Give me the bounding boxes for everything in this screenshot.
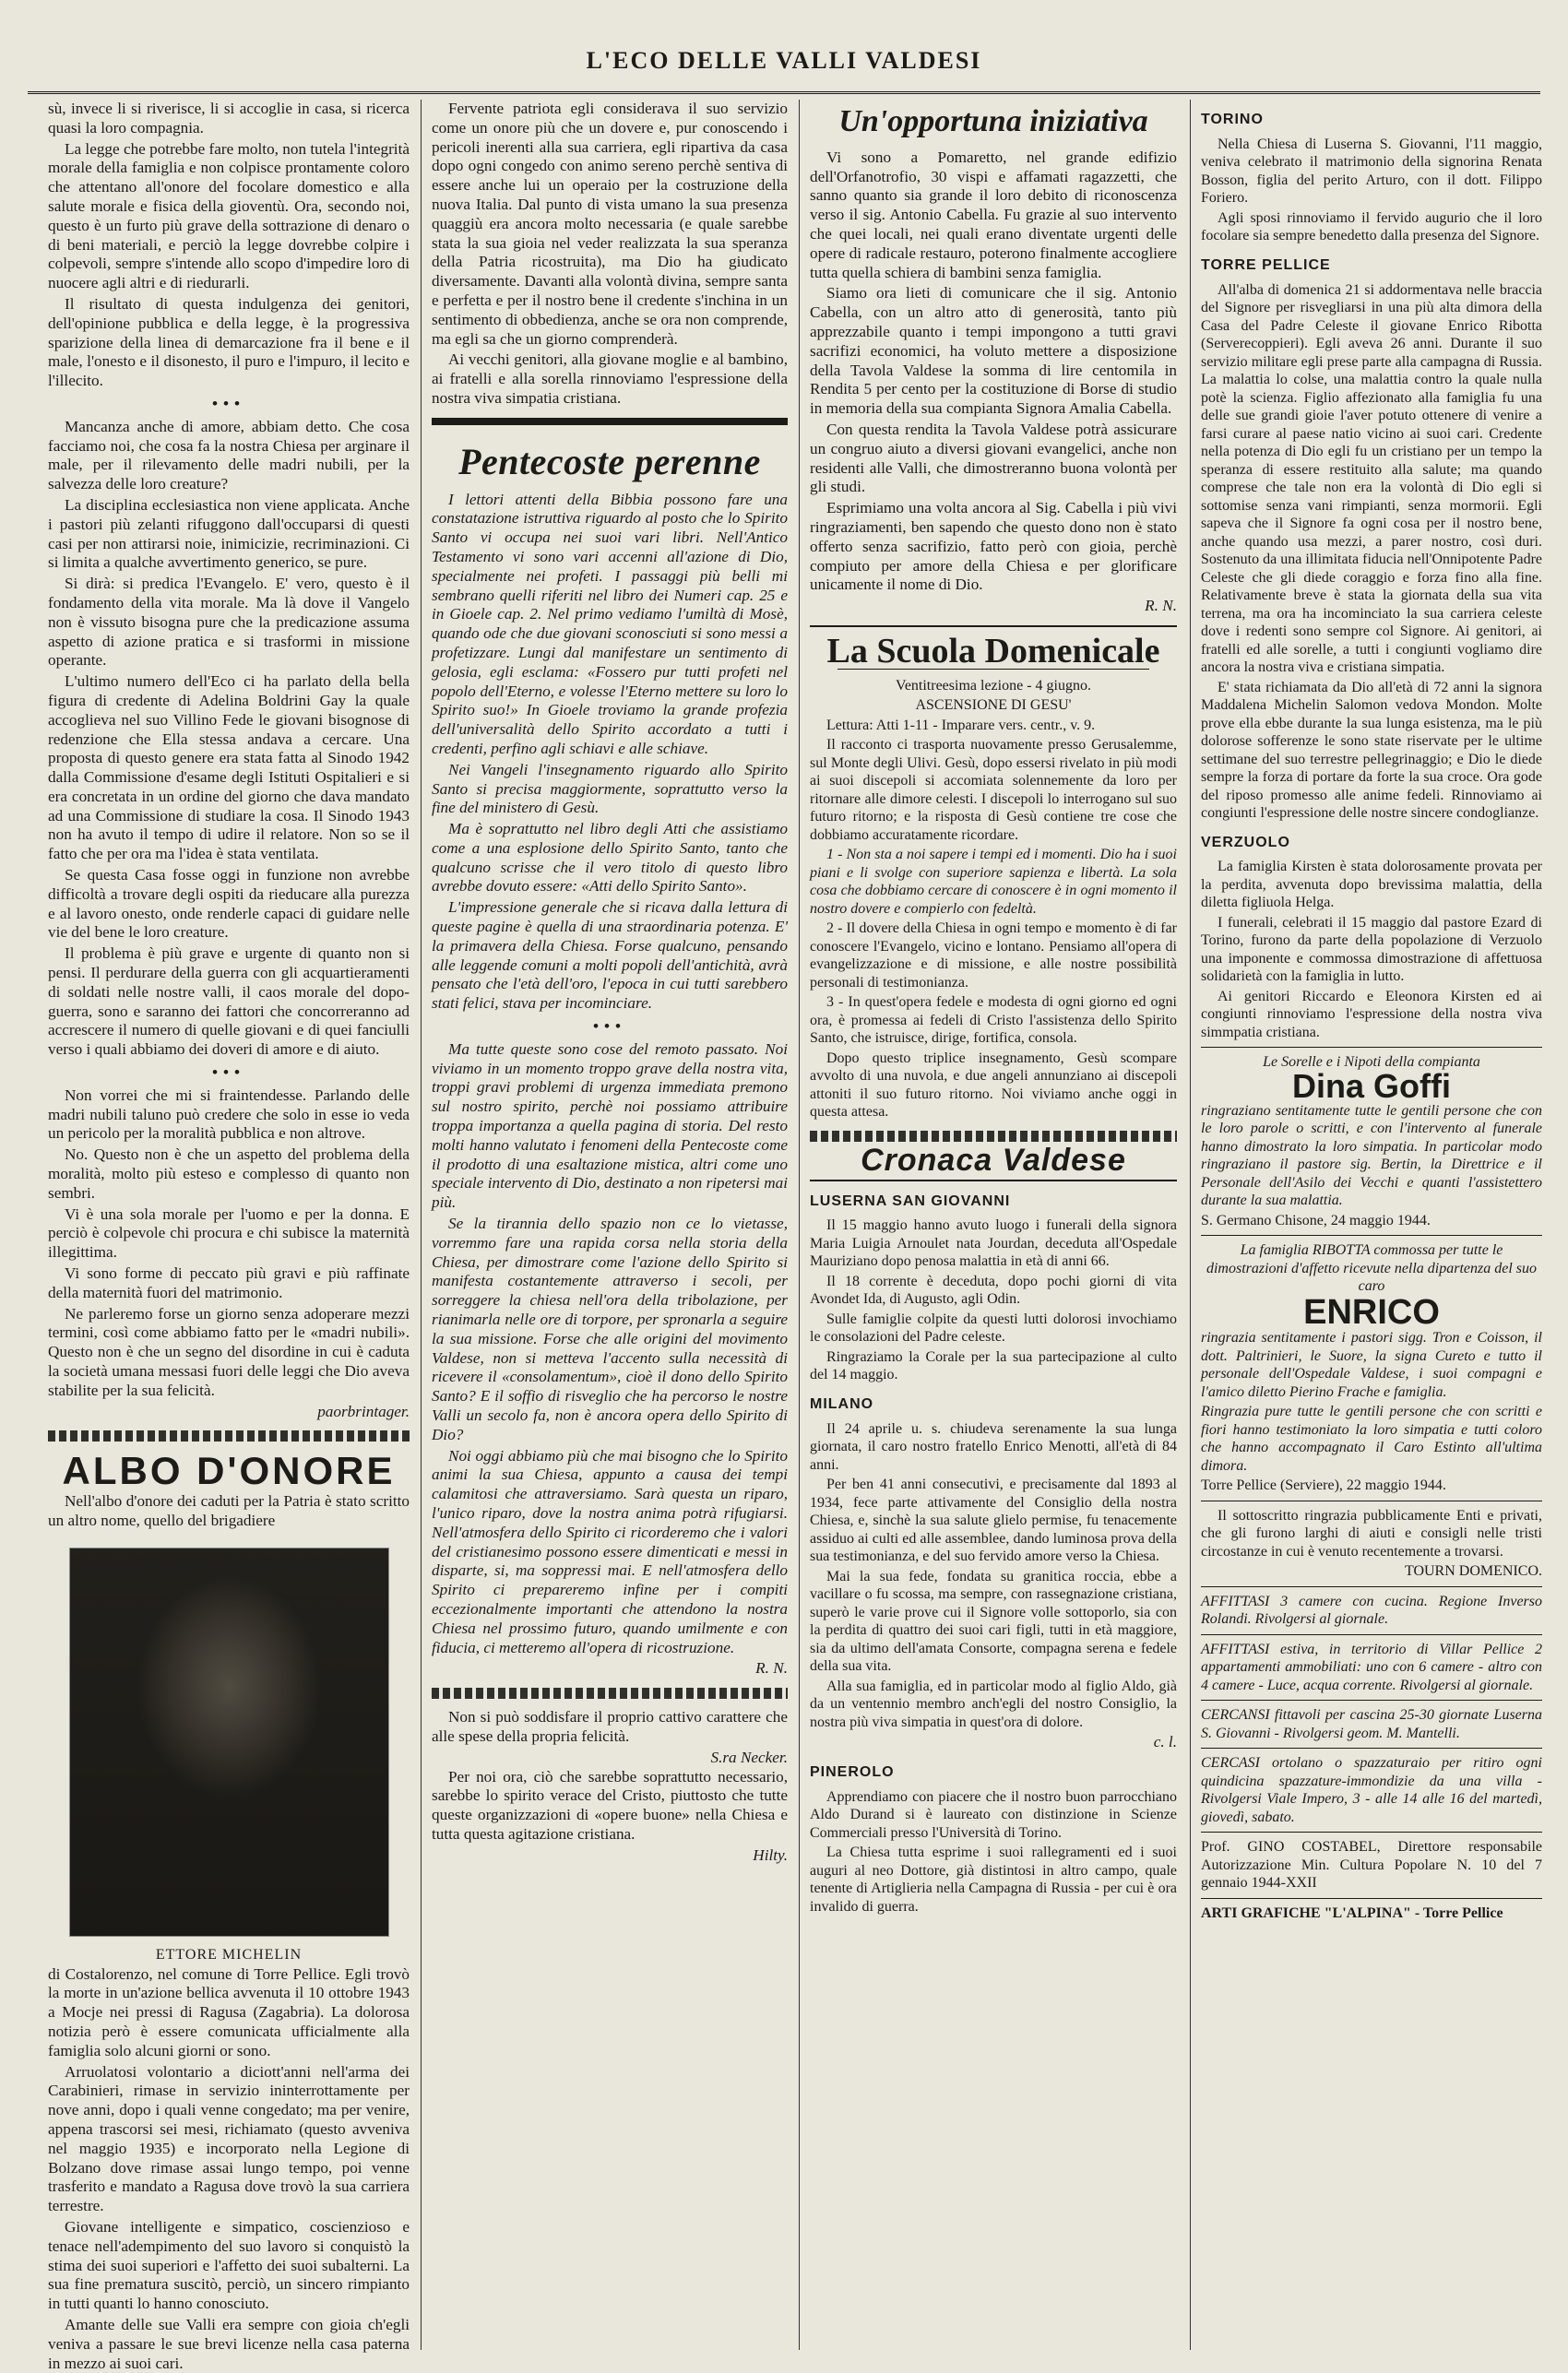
paragraph: Ma tutte queste sono cose del remoto passato. Noi viviamo in un momento troppo grave della nostra vita, troppi gravi problemi di urgenza immediata premono sul nostro spirito, perchè noi possiamo attribuire troppa importanza a quella pagina di storia. Del resto molti hanno valutato i fenomeni della Pentecoste come il prodotto di una esaltazione mistica, altri come uno speciale intervento di Dio, destinato a non ripetersi mai più. [432,1039,788,1212]
paragraph: Vi è una sola morale per l'uomo e per la donna. E perciò è colpevole chi procura e chi subisce la maternità illegittima. [48,1204,410,1262]
printer-text: ARTI GRAFICHE "L'ALPINA" - Torre Pellice [1201,1904,1503,1921]
locality-heading: MILANO [810,1395,874,1412]
paragraph: 2 - Il dovere della Chiesa in ogni tempo e momento è di far conoscere l'Evangelo, vicino e lontano. Pensiamo all'opera di evangelizzazione e di missione, e alle nostre possibilità personali di testimonianza. [810,920,1177,991]
paragraph: Esprimiamo una volta ancora al Sig. Cabella i più vivi ringraziamenti, ben sapendo che questo dono non è stato offerto senza sacrifizio, fatto però con gioia, perchè compiuto per amore della Chiesa e per glorificare unicamente il nome di Dio. [810,499,1177,594]
notice-text: Ringrazia pure tutte le gentili persone che con scritti e fiori hanno testimoniato la loro simpatia e tutti coloro che hanno accompagnato il Caro Estinto all'ultima dimora. [1201,1404,1542,1474]
albo-heading: ALBO D'ONORE [62,1449,396,1493]
section-rule [432,418,788,425]
decorative-rule [48,1430,410,1442]
colophon-text: Prof. GINO COSTABEL, Direttore responsabile Autorizzazione Min. Cultura Popolare N. 10 del 7 gennaio 1944-XXII [1201,1839,1542,1892]
notice-text: Il sottoscritto ringrazia pubblicamente Enti e privati, che gli furono larghi di aiuti e consigli nelle tristi circostanze in cui è venuto recentemente a trovarsi. [1201,1507,1542,1560]
paragraph: Ne parleremo forse un giorno senza adoperare mezzi termini, così come abbiamo fatto per le «madri nubili». Questo non è che un segno del disordine in cui è caduta la società umana messasi fuori delle leggi che Dio aveva stabilite per la sua felicità. [48,1304,410,1399]
article-title: Un'opportuna iniziativa [838,104,1148,138]
paragraph: Arruolatosi volontario a diciott'anni nell'arma dei Carabinieri, rimase in servizio ininterrottamente per nove anni, dopo i quali venne congedato; ma per venire, appena trascorsi sei mesi, richiamato (questo avveniva nel maggio 1935) e incorporato nella Legione di Bolzano dove rimase assai lungo tempo, poi venne trasferito e mandato a Ragusa dove trovò la sua carriera terrestre. [48,2062,410,2215]
column-4 [1201,100,1542,2350]
locality-heading: PINEROLO [810,1763,895,1780]
notice-date: Torre Pellice (Serviere), 22 maggio 1944. [1201,1477,1446,1494]
photo-caption: ETTORE MICHELIN [155,1946,303,1963]
paragraph: Nei Vangeli l'insegnamento riguardo allo Spirito Santo si precisa maggiormente, soprattutto verso la fine del ministero di Gesù. [432,760,788,817]
colophon [1201,1832,1542,1892]
locality-heading: LUSERNA SAN GIOVANNI [810,1192,1011,1209]
signature: S.ra Necker. [710,1748,788,1766]
ad-text: AFFITTASI estiva, in territorio di Villar Pellice 2 appartamenti ammobiliati: uno con 6 camere - altro con 4 camere - Luce, acqua corrente. Rivolgersi al giornale. [1201,1641,1542,1693]
section-title: Cronaca Valdese [861,1142,1126,1178]
paragraph: Con questa rendita la Tavola Valdese potrà assicurare un congruo aiuto a diversi giovani evangelici, anche non residenti alle Valli, che dimostreranno buona volontà per gli studi. [810,420,1177,496]
masthead [0,37,1568,94]
locality-heading: TORRE PELLICE [1201,256,1331,273]
paragraph: Vi sono forme di peccato più gravi e più raffinate della maternità fuori del matrimonio. [48,1264,410,1301]
notice-name: Dina Goffi [1292,1066,1451,1105]
ad-text: AFFITTASI 3 camere con cucina. Regione Inverso Rolandi. Rivolgersi al giornale. [1201,1593,1542,1628]
paragraph: Non si può soddisfare il proprio cattivo carattere che alle spese della propria felicità. [432,1708,788,1745]
paragraph: Fervente patriota egli considerava il suo servizio come un onore più che un dovere e, pur conoscendo i pericoli inerenti alla sua carriera, egli ripartiva da casa dopo ogni congedo con animo sereno perchè sentiva di essere anche lui un operaio per la costruzione della nuova Italia. Dal punto di vista umano la sua presenza quaggiù era ancora molto necessaria (e quale sarebbe stata la sua gioia nel veder realizzata la sua speranza della Patria ricostruita), ma Dio ha giudicato diversamente. Davanti alla volontà divina, sempre santa e perfetta e per il nostro bene il credente s'inchina in un sentimento di obbedienza, anche se ora non comprende, ma egli sa che un giorno comprenderà. [432,100,788,348]
thanks-notice-ribotta [1201,1235,1542,1495]
paragraph: L'impressione generale che si ricava dalla lettura di queste pagine è quella di una straordinaria potenza. E' la primavera della Chiesa. Forse qualcuno, pensando alle leggende comuni a molti popoli dell'antichità, avrà pensato che l'età dell'oro, l'epoca in cui tutti sarebbero stati felici, stava per incominciare. [432,898,788,1013]
paragraph: La legge che potrebbe fare molto, non tutela l'integrità morale della famiglia e non colpisce prontamente coloro che attentano all'onore del focolare domestico e alla salute morale e fisica della gioventù. Ora, secondo noi, questo è un furto più grave della sottrazione di denaro o di beni materiali, e perciò la legge dovrebbe colpire i colpevoli, sempre s'intende allo scopo d'impedire loro di nuocere agli altri e di riedurarli. [48,139,410,292]
paragraph: Sulle famiglie colpite da questi lutti dolorosi invochiamo le consolazioni del Padre celeste. [810,1311,1177,1346]
paragraph: Dopo questo triplice insegnamento, Gesù scompare avvolto di una nuvola, e due angeli annunziano ai discepoli attoniti il suo futuro ritorno. Noi viviamo anche oggi in questa attesa. [810,1050,1177,1121]
paragraph: I lettori attenti della Bibbia possono fare una constatazione istruttiva riguardo al posto che lo Spirito Santo vi occupa nei suoi vari libri. Nell'Antico Testamento vi sono vari accenni all'azione di Dio, specialmente nei profeti. I passaggi più belli mi sembrano quelli riferiti nel libro dei Numeri cap. 25 e in Gioele cap. 2. Nel primo vediamo l'umiltà di Mosè, quando ode che due giovani sconosciuti si sono messi a profetizzare. Lungi dal manifestare un sentimento di gelosia, egli esclama: «Fossero pur tutti profeti nel popolo dell'Eterno, e volesse l'Eterno mettere su loro lo Spirito suo!» In Gioele troviamo la grande profezia dell'universalità dello Spirito accordato a tutti i credenti, perfino agli schiavi e alle schiave. [432,490,788,757]
section-title: La Scuola Domenicale [826,631,1160,670]
paragraph: Si dirà: si predica l'Evangelo. E' vero, questo è il fondamento della vita morale. Ma là dove il Vangelo non è vissuto bisogna pure che la predicazione assuma aspetto di azione pratica e si trasformi in missione operante. [48,575,410,670]
column-divider [1190,100,1191,2350]
paragraph: Noi oggi abbiamo più che mai bisogno che lo Spirito animi la sua Chiesa, appunto a causa dei tempi calamitosi che attraversiamo. Sarà questa un riparo, l'unico riparo, dove la nostra anima potrà rifugiarsi. Nell'atmosfera dello Spirito ci ricorderemo che i valori del cristianesimo possono essere dimenticati e messi in disparte, si, ma soppressi mai. E nell'atmosfera dello Spirito ci prepareremo infine per i compiti eccezionalmente importanti che attendono la nostra Chiesa nel prossimo futuro, quando umilmente e con fiducia, ci metteremo all'opera di ricostruzione. [432,1446,788,1656]
column-divider [799,100,800,2350]
signature: R. N. [755,1659,788,1678]
paragraph: Nella Chiesa di Luserna S. Giovanni, l'11 maggio, veniva celebrato il matrimonio della signorina Renata Bosson, figlia del perito Arturo, con il dott. Filippo Foriero. [1201,136,1542,207]
signature: TOURN DOMENICO. [1404,1563,1542,1580]
classified-ad [1201,1634,1542,1695]
paragraph: Il 24 aprile u. s. chiudeva serenamente la sua lunga giornata, il caro nostro fratello Enrico Menotti, all'età di 84 anni. [810,1420,1177,1473]
decorative-rule [810,1131,1177,1142]
column-3 [810,100,1177,2350]
column-1 [48,100,410,2372]
paragraph: Ma è soprattutto nel libro degli Atti che assistiamo come a una esplosione dello Spirito Santo, tanto che qualcuno scrisse che il vero titolo di questo libro avrebbe dovuto essere: «Atti dello Spirito Santo». [432,820,788,896]
paragraph: La famiglia Kirsten è stata dolorosamente provata per la perdita, avvenuta dopo brevissima malattia, della diletta figliuola Helga. [1201,859,1542,911]
paragraph: I funerali, celebrati il 15 maggio dal pastore Ezard di Torino, furono da parte della popolazione di Verzuolo una imponente e commossa dimostrazione di affettuosa solidarietà con la famiglia in lutto. [1201,914,1542,985]
signature: Hilty. [753,1845,788,1864]
locality-heading: TORINO [1201,112,1264,127]
paragraph: Vi sono a Pomaretto, nel grande edifizio dell'Orfanotrofio, 30 vispi e affamati ragazzetti, che sanno quanto sia grande il loro debito di riconoscenza verso il sig. Antonio Cabella. Fu grazie al suo intervento che quei locali, nei quali erano diventate urgenti delle opere di radicale restauro, poterono finalmente accogliere tutta quella schiera di bambini senza famiglia. [810,148,1177,281]
masthead-title: L'ECO DELLE VALLI VALDESI [586,47,982,74]
lesson-subtitle: ASCENSIONE DI GESU' [915,697,1072,714]
paragraph: Mai la sua fede, fondata su granitica roccia, ebbe a vacillare o fu scossa, ma sempre, con rassegnazione cristiana, superò le varie prove cui il Signore volle sottoporlo, sia con la perdita di quattro dei suoi cari figli, tutti in età maggiore, sia da ultimo dell'amata Consorte, compagna serena e fedele della sua vita. [810,1568,1177,1675]
paragraph: All'alba di domenica 21 si addormentava nelle braccia del Signore per risvegliarsi in una più alta dimora della Casa del Padre Celeste il giovane Enrico Ribotta (Serverecoppieri). Egli aveva 26 anni. Durante il suo servizio militare egli prese parte alla campagna di Russia. La malattia lo colse, una malattia contro la quale nulla potè la scienza. Figlio affezionato alla famiglia fu una delle sue grandi gioie l'aver potuto ottenere di venire a farsi curare al paese natio vicino ai suoi cari. Credente nella potenza di Dio egli fu un cristiano per un tempo la speranza di essere restituito alla salute; ma quando comprese che tale non era la volontà di Dio egli si sottomise senza vani rimpianti, senza mormorii. Egli sapeva che il Signore fa ogni cosa per il nostro bene, anche quando usa mezzi, a parer nostro, così duri. Sostenuto da una illimitata fiducia nell'Onnipotente Padre Celeste che gli diede coraggio e forza fino alla fine. Relativamente breve è stata la giornata della sua vita terrena, ma ora ha incominciato la sua carriera celeste dove i redenti sono sempre col Signore. Ai genitori, ai fratelli ed alle sorelle, a tutti i congiunti vogliamo dire ancora la nostra viva e cristiana simpatia. [1201,281,1542,676]
paragraph: E' stata richiamata da Dio all'età di 72 anni la signora Maddalena Michelin Salomon vedova Mondon. Molte prove ella ebbe durante la sua lunga esistenza, ma le più dolorose sofferenze le sono state riservate per le ultime settimane del suo terrestre pellegrinaggio; e Dio le diede sempre la forza di portare da forte la sua croce. Ora gode del riposo promesso alle anime fedeli. Rinnoviamo ai congiunti l'espressione delle nostre sincere condoglianze. [1201,679,1542,822]
ad-text: CERCASI ortolano o spazzaturaio per ritiro ogni quindicina spazzature-immondizie da una villa - Rivolgersi Viale Impero, 3 - alle 14 alle 16 del martedì, giovedì, sabato. [1201,1755,1542,1825]
portrait-photo [69,1548,389,1937]
article-title: Pentecoste perenne [458,440,761,482]
paragraph: Amante delle sue Valli era sempre con gioia ch'egli veniva a passare le sue brevi licenze nella casa paterna in mezzo ai suoi cari. [48,2315,410,2372]
lesson-number: Ventitreesima lezione - 4 giugno. [896,677,1091,694]
locality-heading: VERZUOLO [1201,834,1290,850]
thanks-notice-tourn [1201,1501,1542,1581]
signature: c. l. [1153,1733,1177,1751]
ad-text: CERCANSI fittavoli per cascina 25-30 giornate Luserna S. Giovanni - Rivolgersi geom. M. Mantelli. [1201,1707,1542,1741]
separator-stars: ••• [592,1017,627,1036]
paragraph: 1 - Non sta a noi sapere i tempi ed i momenti. Dio ha i suoi piani e li svolge con superiore sapienza e libertà. La sola cosa che dobbiamo cercare di conoscere è in ogni momento il nostro dovere e compierlo con fedeltà. [810,847,1177,917]
section-rule [810,625,1177,627]
paragraph: Apprendiamo con piacere che il nostro buon parrocchiano Aldo Durand si è laureato con distinzione in Scienze Commerciali presso l'Università di Torino. [810,1788,1177,1841]
paragraph: Per noi ora, ciò che sarebbe soprattutto necessario, sarebbe lo spirito verace del Cristo, piuttosto che tutte queste organizzazioni di «opere buone» nella Chiesa e tutta questa agitazione cristiana. [432,1767,788,1843]
lesson-reading: Lettura: Atti 1-11 - Imparare vers. centr., v. 9. [826,717,1096,733]
classified-ad [1201,1700,1542,1742]
column-divider [421,100,422,2350]
section-rule [810,1180,1177,1181]
notice-intro: La famiglia RIBOTTA commossa per tutte le dimostrazioni d'affetto ricevute nella dipartenza del suo caro [1206,1242,1538,1295]
paragraph: Non vorrei che mi si fraintendesse. Parlando delle madri nubili taluno può credere che solo in esse io veda un pericolo per la moralità pubblica e non altrove. [48,1086,410,1143]
notice-date: S. Germano Chisone, 24 maggio 1944. [1201,1212,1431,1228]
paragraph: L'ultimo numero dell'Eco ci ha parlato della bella figura di credente di Adelina Boldrini Gay la quale accoglieva nel suo Villino Fede le giovani bisognose di redenzione che Ella stessa andava a cercare. Una proposta di questo genere era stata fatta al Sinodo 1942 dalla Commissione d'esame degli Istituti Ospitalieri e si era concretata in un ordine del giorno che dava mandato ad una Commissione di studiare la cosa. Il Sinodo 1943 non ha avuto il tempo di udire il relatore. Non so se il fatto che per ora ma l'idea è stata ventilata. [48,672,410,863]
paragraph: La Chiesa tutta esprime i suoi rallegramenti ed i suoi auguri al neo Dottore, già distintosi in altro campo, quale tenente di Artiglieria nella Campagna di Russia - per cui è ora invalido di guerra. [810,1845,1177,1915]
paragraph: Il 15 maggio hanno avuto luogo i funerali della signora Maria Luigia Arnoulet nata Jourdan, deceduta all'Ospedale Mauriziano dopo penosa malattia in età di anni 66. [810,1217,1177,1270]
paragraph: Agli sposi rinnoviamo il fervido augurio che il loro focolare sia sempre benedetto dalla presenza del Signore. [1201,209,1542,244]
signature: paorbrintager. [317,1402,410,1420]
paragraph: sù, invece li si riverisce, li si accoglie in casa, si ricerca quasi la loro compagnia. [48,100,410,136]
paragraph: No. Questo non è che un aspetto del problema della moralità, molto più esteso e complesso di quanto non sembri. [48,1145,410,1202]
paragraph: Ringraziamo la Corale per la sua partecipazione al culto del 14 maggio. [810,1348,1177,1383]
notice-text: ringrazia sentitamente i pastori sigg. Tron e Coisson, il dott. Paltrinieri, le Suore, la signa Cureto e tutto il personale dell'Ospedale Valdese, i suoi compagni e l'amico diletto Pierino Frache e famiglia. [1201,1330,1542,1400]
paragraph: Ai genitori Riccardo e Eleonora Kirsten ed ai congiunti rinnoviamo l'espressione della nostra viva simmpatia cristiana. [1201,988,1542,1040]
notice-name: ENRICO [1303,1292,1440,1332]
column-2 [432,100,788,2350]
paragraph: Alla sua famiglia, ed in particolar modo al figlio Aldo, già da un ventennio membro anch'egli del nostro Consiglio, la nostra più viva simpatia in quest'ora di dolore. [810,1678,1177,1730]
paragraph: Il 18 corrente è deceduta, dopo pochi giorni di vita Avondet Ida, di Augusto, agli Odin. [810,1273,1177,1308]
paragraph: di Costalorenzo, nel comune di Torre Pellice. Egli trovò la morte in un'azione bellica avvenuta il 10 ottobre 1943 a Mocje nei pressi di Ragusa (Zagabria). La dolorosa notizia però è essere comunicata ufficialmente alla famiglia solo alcuni giorni or sono. [48,1964,410,2059]
classified-ad [1201,1586,1542,1629]
classified-ad [1201,1748,1542,1826]
paragraph: Mancanza anche di amore, abbiam detto. Che cosa facciamo noi, che cosa fa la nostra Chiesa per arginare il male, per il rilevamento delle madri nubili, per la salvezza delle loro creature? [48,417,410,493]
paragraph: Siamo ora lieti di comunicare che il sig. Antonio Cabella, con un altro atto di generosità, tanto più apprezzabile quanto i tempi impongono a tutti gravi sacrifizi economici, ha voluto mettere a disposizione della Tavola Valdese la somma di lire centomila in Rendita 5 per cento per la costituzione di Borse di studio in memoria della sua compianta Signora Amalia Cabella. [810,284,1177,418]
paragraph: Se la tirannia dello spazio non ce lo vietasse, vorremmo fare una rapida corsa nella storia della Chiesa, per dimostrare come l'azione dello Spirito si manifesta costantemente attraverso i secoli, per sorreggere la chiesa nell'ora della tribolazione, per rianimarla nelle ore di torpore, per spronarla a seguire la sua missione. Forse che alle origini del movimento Valdese, non si metteva l'accento sulla necessità di ricevere il «consolamentum», cioè il dono dello Spirito Santo? E il soffio di risveglio che ha percorso le nostre Valli un secolo fa, non è ancora opera dello Spirito di Dio? [432,1215,788,1443]
decorative-rule [432,1688,788,1699]
paragraph: Giovane intelligente e simpatico, coscienzioso e tenace nell'adempimento del suo lavoro si conquistò la stima dei suoi superiori e l'affetto dei suoi subalterni. La sua fine prematura suscitò, perciò, un sincero rimpianto in tutti quanti lo hanno conosciuto. [48,2217,410,2313]
thanks-notice-goffi [1201,1047,1542,1229]
printer-line [1201,1898,1542,1923]
paragraph: Nell'albo d'onore dei caduti per la Patria è stato scritto un altro nome, quello del brigadiere [48,1492,410,1529]
paragraph: Se questa Casa fosse oggi in funzione non avrebbe difficoltà a trovare degli ospiti da rieducare alla purezza e al lavoro onesto, onde renderle capaci di guidare nelle vie del bene le loro creature. [48,866,410,942]
paragraph: Ai vecchi genitori, alla giovane moglie e al bambino, ai fratelli e alla sorella rinnoviamo l'espressione della nostra viva simpatia cristiana. [432,350,788,407]
notice-text: ringraziano sentitamente tutte le gentili persone che con le loro parole o scritti, e con l'intervento al funerale hanno dimostrato la loro simpatia. In particolar modo ringraziano il pastore sig. Bertin, la Direttrice e il Personale dell'Asilo dei Vecchi e quanti l'assistettero durante la sua malattia. [1201,1102,1542,1209]
masthead-rule [28,91,1540,94]
paragraph: Per ben 41 anni consecutivi, e precisamente dal 1893 al 1934, fece parte attivamente del Consiglio della nostra Chiesa, e, sinchè la sua salute glielo permise, fu tenacemente assiduo ai culti ed alle assemblee, dando luminosa prova della sua testimonianza, e del suo fervido amore verso la Chiesa. [810,1477,1177,1565]
paragraph: Il problema è più grave e urgente di quanto non si pensi. Il perdurare della guerra con gli acquartieramenti di soldati nelle nostre valli, il caos morale del dopo-guerra, sono e saranno dei fattori che concorreranno ad accrescere il numero di quelle giovani e di quei fanciulli verso i quali abbiamo dei doveri di amore e di aiuto. [48,944,410,1059]
paragraph: Il racconto ci trasporta nuovamente presso Gerusalemme, sul Monte degli Ulivi. Gesù, dopo essersi rivelato in più modi ai suoi discepoli si accomiata solennemente da loro per ritornare alle dimore celesti. I discepoli lo interrogano sul suo futuro ritorno; e la risposta di Gesù contiene tre cose che dobbiamo accuratamente ricordare. [810,737,1177,843]
notice-intro: Le Sorelle e i Nipoti della compianta [1263,1054,1480,1071]
paragraph: Il risultato di questa indulgenza dei genitori, dell'opinione pubblica e della legge, è la progressiva sparizione della linea di demarcazione fra il bene e il male, l'onesto e il disonesto, il puro e l'impuro, il lecito e l'illecito. [48,294,410,390]
separator-stars: ••• [211,1063,246,1082]
paragraph: 3 - In quest'opera fedele e modesta di ogni giorno ed ogni ora, è promessa ai fedeli di Cristo l'assistenza dello Spirito Santo, che istruisce, dirige, fortifica, consola. [810,994,1177,1047]
paragraph: La disciplina ecclesiastica non viene applicata. Anche i pastori più zelanti rifuggono dall'occuparsi di questi casi per non attirarsi noie, inimicizie, recriminazioni. Ci si limita a qualche avvertimento generico, se pure. [48,495,410,572]
separator-stars: ••• [211,394,246,412]
signature: R. N. [1145,597,1177,615]
